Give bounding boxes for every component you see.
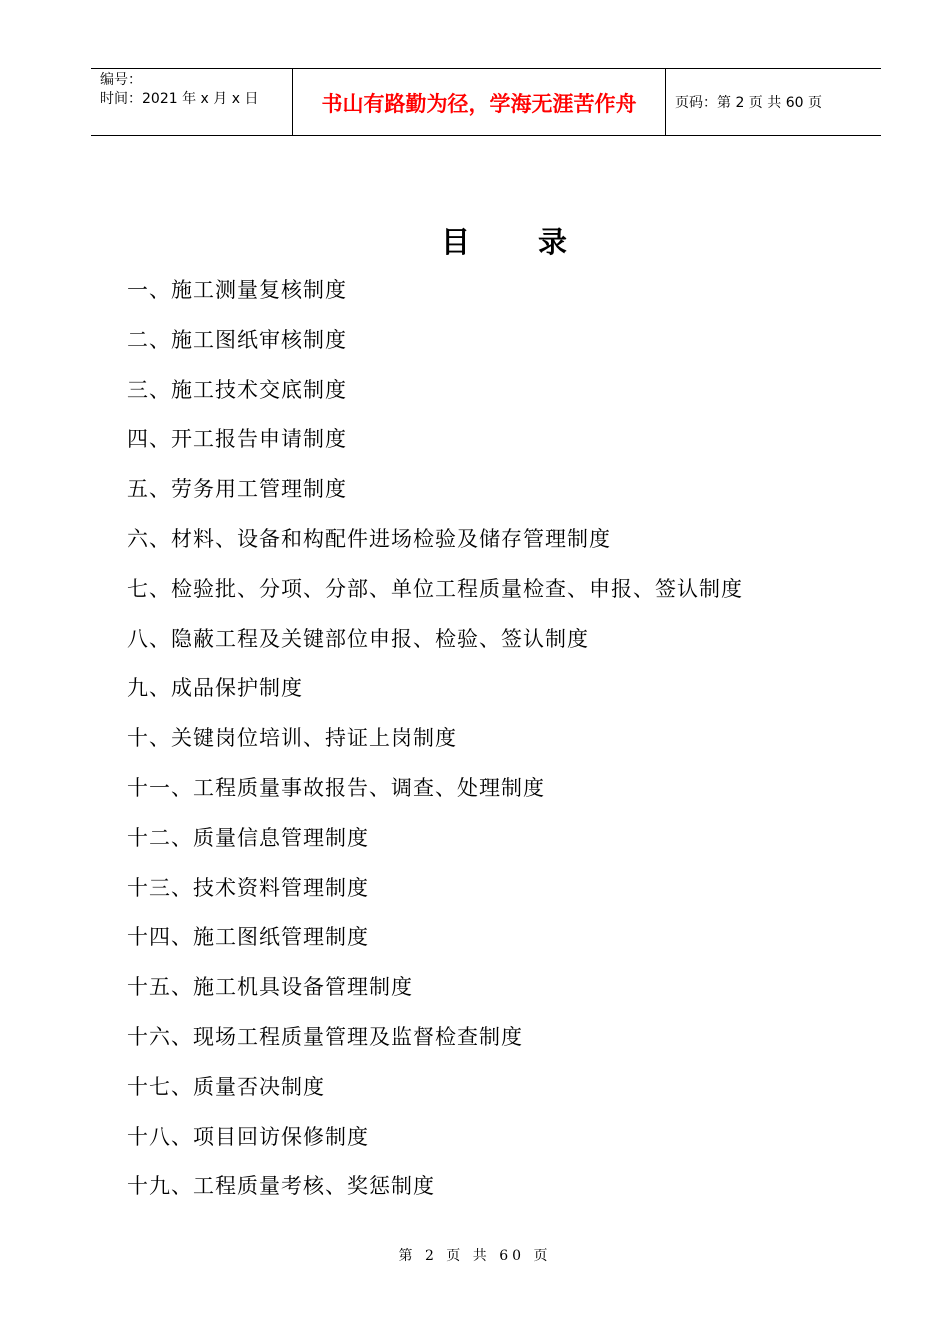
header-meta-cell	[91, 69, 293, 135]
toc-item: 六、材料、设备和构配件进场检验及储存管理制度	[127, 526, 611, 551]
toc-item: 八、隐蔽工程及关键部位申报、检验、签认制度	[127, 626, 589, 651]
toc-title-right: 录	[538, 225, 568, 259]
motto: 书山有路勤为径，学海无涯苦作舟	[321, 92, 637, 116]
toc-item: 十七、质量否决制度	[127, 1074, 325, 1099]
code-label: 编号：	[100, 72, 142, 88]
header-page-cell	[666, 69, 881, 135]
page-footer: 第 2 页 共 60 页	[398, 1248, 552, 1264]
toc-item: 五、劳务用工管理制度	[127, 477, 347, 502]
page-info: 页码：第 2 页 共 60 页	[675, 95, 822, 111]
toc-item: 十三、技术资料管理制度	[127, 875, 369, 900]
toc-item: 十一、工程质量事故报告、调查、处理制度	[127, 775, 545, 800]
toc-item: 十五、施工机具设备管理制度	[127, 975, 413, 1000]
toc-item: 十二、质量信息管理制度	[127, 825, 369, 850]
toc-item: 二、施工图纸审核制度	[127, 327, 347, 352]
toc-title	[0, 220, 950, 261]
toc-item: 十四、施工图纸管理制度	[127, 925, 369, 950]
time-label: 时间：2021 年 x 月 x 日	[100, 91, 259, 107]
toc-list	[127, 272, 743, 1218]
page-header	[91, 68, 881, 136]
toc-item: 三、施工技术交底制度	[127, 377, 347, 402]
header-motto-cell	[293, 69, 666, 135]
toc-item: 一、施工测量复核制度	[127, 278, 347, 302]
toc-item: 十九、工程质量考核、奖惩制度	[127, 1174, 435, 1199]
toc-title-left: 目	[440, 225, 470, 259]
toc-item: 十、关键岗位培训、持证上岗制度	[127, 726, 457, 751]
toc-item: 十八、项目回访保修制度	[127, 1124, 369, 1149]
toc-item: 四、开工报告申请制度	[127, 427, 347, 452]
toc-item: 七、检验批、分项、分部、单位工程质量检查、申报、签认制度	[127, 576, 743, 601]
toc-item: 十六、现场工程质量管理及监督检查制度	[127, 1024, 523, 1049]
toc-item: 九、成品保护制度	[127, 676, 303, 701]
